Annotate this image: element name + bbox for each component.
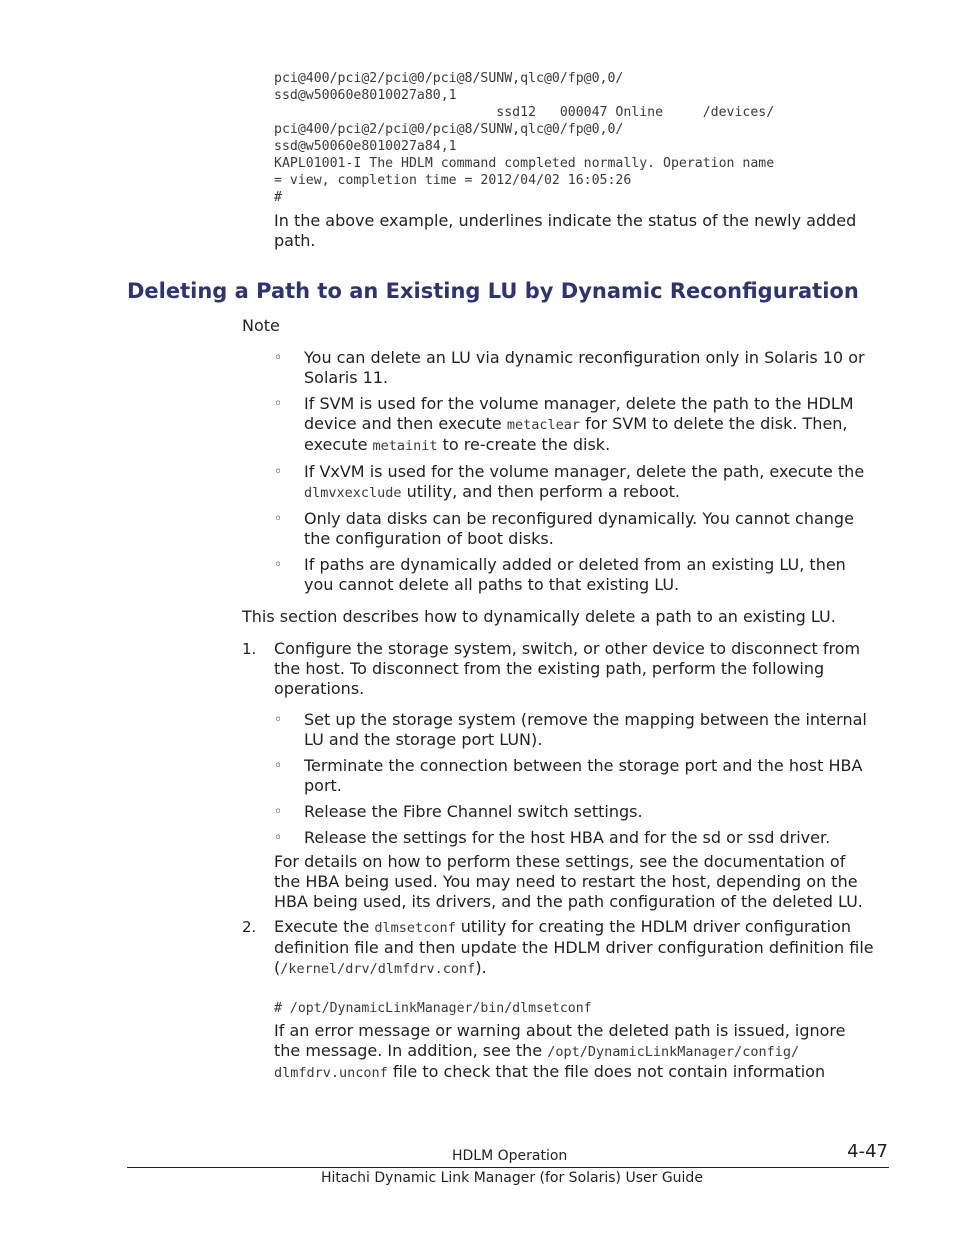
step-text xyxy=(274,917,874,979)
page-number: 4-47 xyxy=(847,1141,888,1162)
bullet-icon: ◦ xyxy=(274,830,283,846)
text-line xyxy=(304,414,854,435)
text-span: device and then execute xyxy=(304,414,507,433)
text-line xyxy=(274,958,874,979)
bullet-icon: ◦ xyxy=(274,396,283,412)
text-line: the HBA being used. You may need to restart the host, depending on the xyxy=(274,872,858,891)
inline-code: dlmfdrv.unconf xyxy=(274,1065,388,1081)
footer-divider xyxy=(127,1167,889,1168)
text-span: file to check that the file does not contain information xyxy=(387,1062,826,1081)
text-span: utility, and then perform a reboot. xyxy=(401,482,680,501)
text-line: Only data disks can be reconfigured dynamically. You cannot change xyxy=(304,509,854,528)
inline-code: metaclear xyxy=(506,417,580,433)
command-line: # /opt/DynamicLinkManager/bin/dlmsetconf xyxy=(274,1001,592,1016)
list-item xyxy=(304,348,865,388)
text-line: path. xyxy=(274,231,316,250)
code-line: ssd@w50060e8010027a80,1 xyxy=(274,88,457,103)
list-item xyxy=(304,555,846,595)
bullet-icon: ◦ xyxy=(274,511,283,527)
text-span: ( xyxy=(274,958,281,977)
text-line: the host. To disconnect from the existing path, perform the following xyxy=(274,659,825,678)
step-number: 2. xyxy=(242,918,257,936)
text-line: HBA being used, its drivers, and the path configuration of the deleted LU. xyxy=(274,892,863,911)
code-line: = view, completion time = 2012/04/02 16:05:26 xyxy=(274,173,632,188)
text-line: Set up the storage system (remove the mapping between the internal xyxy=(304,710,867,729)
bullet-icon: ◦ xyxy=(274,557,283,573)
text-span: the message. In addition, see the xyxy=(274,1041,548,1060)
bullet-icon: ◦ xyxy=(274,712,283,728)
text-span: execute xyxy=(304,435,373,454)
code-line: pci@400/pci@2/pci@0/pci@8/SUNW,qlc@0/fp@0,0/ xyxy=(274,122,624,137)
text-line: In the above example, underlines indicate the status of the newly added xyxy=(274,211,857,230)
text-line xyxy=(274,917,874,938)
step-note xyxy=(274,1021,846,1083)
step-text xyxy=(274,639,860,699)
text-line: For details on how to perform these settings, see the documentation of xyxy=(274,852,846,871)
text-line: you cannot delete all paths to that existing LU. xyxy=(304,575,680,594)
text-line xyxy=(274,1062,846,1083)
text-line: the configuration of boot disks. xyxy=(304,529,554,548)
footer-guide-title: Hitachi Dynamic Link Manager (for Solaris) User Guide xyxy=(321,1170,703,1186)
inline-code: /kernel/drv/dlmfdrv.conf xyxy=(280,961,476,977)
list-item: Release the Fibre Channel switch settings. xyxy=(304,802,643,821)
list-item xyxy=(304,756,862,796)
text-line: Terminate the connection between the storage port and the host HBA xyxy=(304,756,863,775)
footer-section-title: HDLM Operation xyxy=(452,1148,568,1164)
text-span: Execute the xyxy=(274,917,375,936)
inline-code: dlmsetconf xyxy=(374,920,456,936)
text-line: operations. xyxy=(274,679,365,698)
code-line: KAPL01001-I The HDLM command completed normally. Operation name xyxy=(274,156,775,171)
text-line: You can delete an LU via dynamic reconfiguration only in Solaris 10 or xyxy=(304,348,865,367)
underline-note xyxy=(274,211,856,251)
text-span: for SVM to delete the disk. Then, xyxy=(580,414,848,433)
text-line xyxy=(304,482,864,503)
text-line xyxy=(274,1041,846,1062)
text-line: Solaris 11. xyxy=(304,368,389,387)
inline-code: dlmvxexclude xyxy=(304,485,402,501)
list-item xyxy=(304,462,864,503)
text-line: If an error message or warning about the deleted path is issued, ignore xyxy=(274,1021,846,1040)
step-details xyxy=(274,852,863,912)
code-line: ssd@w50060e8010027a84,1 xyxy=(274,139,457,154)
section-intro: This section describes how to dynamically delete a path to an existing LU. xyxy=(242,607,836,626)
step-number: 1. xyxy=(242,640,257,658)
note-label: Note xyxy=(242,316,280,335)
inline-code: /opt/DynamicLinkManager/config/ xyxy=(547,1044,800,1060)
bullet-icon: ◦ xyxy=(274,758,283,774)
bullet-icon: ◦ xyxy=(274,464,283,480)
text-span: utility for creating the HDLM driver configuration xyxy=(455,917,852,936)
text-line: If paths are dynamically added or deleted from an existing LU, then xyxy=(304,555,846,574)
text-line: If SVM is used for the volume manager, delete the path to the HDLM xyxy=(304,394,854,413)
text-span: ). xyxy=(475,958,487,977)
text-line: port. xyxy=(304,776,342,795)
list-item: Release the settings for the host HBA and for the sd or ssd driver. xyxy=(304,828,831,847)
bullet-icon: ◦ xyxy=(274,350,283,366)
list-item xyxy=(304,710,867,750)
text-span: to re-create the disk. xyxy=(437,435,611,454)
code-line: # xyxy=(274,190,282,205)
inline-code: metainit xyxy=(372,438,438,454)
code-line: pci@400/pci@2/pci@0/pci@8/SUNW,qlc@0/fp@0,0/ xyxy=(274,71,624,86)
text-line xyxy=(304,435,854,456)
section-heading: Deleting a Path to an Existing LU by Dynamic Reconfiguration xyxy=(127,279,859,303)
text-line: Configure the storage system, switch, or other device to disconnect from xyxy=(274,639,861,658)
text-line: definition file and then update the HDLM driver configuration definition file xyxy=(274,938,874,957)
code-line: ssd12 000047 Online /devices/ xyxy=(274,105,775,120)
text-line: If VxVM is used for the volume manager, delete the path, execute the xyxy=(304,462,865,481)
text-line: LU and the storage port LUN). xyxy=(304,730,543,749)
list-item xyxy=(304,509,854,549)
list-item xyxy=(304,394,854,456)
bullet-icon: ◦ xyxy=(274,804,283,820)
